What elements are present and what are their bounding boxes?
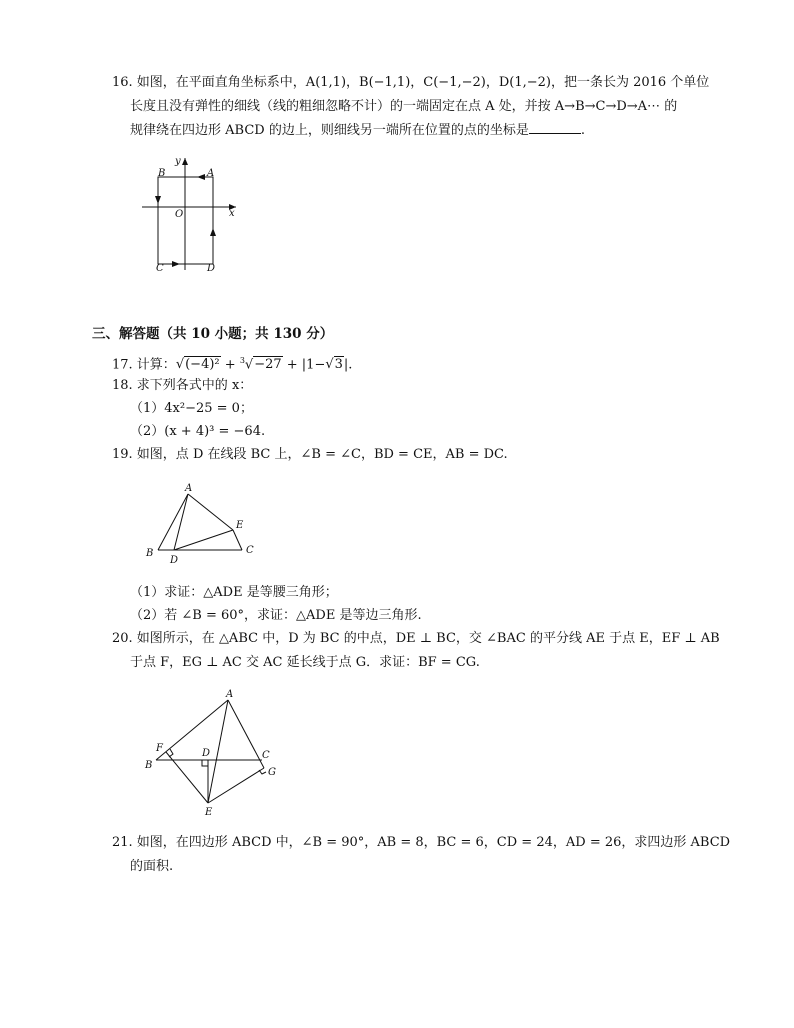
- q16-line-3-text: 规律绕在四边形 ABCD 的边上，则细线另一端所在位置的点的坐标是: [130, 123, 529, 138]
- label-x: x: [229, 208, 235, 219]
- label-g: G: [268, 767, 276, 778]
- label-y: y: [175, 156, 181, 167]
- q16-line-1: 16. 如图，在平面直角坐标系中，A(1,1)，B(−1,1)，C(−1,−2)，D(1,−2)，把一条长为 2016 个单位: [112, 75, 710, 90]
- label-c: C: [156, 263, 164, 274]
- q20-line-2: 于点 F，EG ⊥ AC 交 AC 延长线于点 G．求证：BF = CG.: [130, 655, 480, 670]
- q17-prefix: 17. 计算：: [112, 357, 176, 373]
- label-f: F: [156, 743, 163, 754]
- cbrt: $^3$√−27: [239, 356, 282, 373]
- q18-stem: 18. 求下列各式中的 x：: [112, 378, 253, 393]
- q17-plus-2: + |1−: [282, 357, 326, 373]
- cbrt-radicand: −27: [254, 357, 282, 373]
- q19-part-2: （2）若 ∠B = 60°，求证：△ADE 是等边三角形.: [130, 608, 422, 623]
- label-b: B: [146, 548, 154, 559]
- q19-part-1: （1）求证：△ADE 是等腰三角形；: [130, 585, 338, 600]
- q20-line-1: 20. 如图所示，在 △ABC 中，D 为 BC 的中点，DE ⊥ BC，交 ∠BAC 的平分线 AE 于点 E，EF ⊥ AB: [112, 631, 720, 646]
- label-e: E: [236, 520, 244, 531]
- sqrt-1-radicand: (−4)²: [185, 357, 220, 373]
- right-angle-g-icon: [259, 770, 266, 774]
- label-c: C: [262, 750, 270, 761]
- q16-line-3-end: .: [580, 123, 585, 138]
- q21-line-2: 的面积.: [130, 859, 174, 874]
- segment-ab: [156, 700, 228, 760]
- label-e: E: [205, 807, 213, 818]
- label-a: A: [185, 483, 193, 494]
- q16-line-2: 长度且没有弹性的细线（线的粗细忽略不计）的一端固定在点 A 处，并按 A→B→C→D→A⋯ 的: [130, 99, 678, 114]
- segment-ag: [228, 700, 264, 768]
- sqrt-3-radicand: 3: [334, 357, 343, 373]
- q21-line-1: 21. 如图，在四边形 ABCD 中，∠B = 90°，AB = 8，BC = 6，CD = 24，AD = 26，求四边形 ABCD: [112, 835, 731, 850]
- label-d: D: [170, 555, 179, 566]
- label-o: O: [175, 209, 184, 220]
- q17-suffix: |.: [343, 357, 353, 373]
- q18-part-1: （1）4x²−25 = 0；: [130, 401, 253, 416]
- segment-ge: [208, 768, 264, 803]
- label-a: A: [207, 168, 215, 179]
- label-a: A: [226, 689, 234, 700]
- label-d: D: [207, 263, 216, 274]
- section-heading: 三、解答题（共 10 小题；共 130 分）: [92, 326, 334, 342]
- segment-ae: [208, 700, 228, 803]
- q19-stem: 19. 如图，点 D 在线段 BC 上，∠B = ∠C，BD = CE，AB = DC.: [112, 447, 508, 462]
- sqrt-3: √3: [325, 357, 343, 373]
- cbrt-index: 3: [239, 356, 245, 365]
- q18-part-2: （2）(x + 4)³ = −64.: [130, 424, 266, 439]
- label-c: C: [246, 545, 254, 556]
- q17-plus-1: +: [220, 357, 240, 373]
- label-b: B: [158, 168, 166, 179]
- label-d: D: [202, 748, 211, 759]
- sqrt-1: √(−4)²: [175, 357, 220, 373]
- label-b: B: [145, 760, 153, 771]
- right-angle-d-icon: [202, 760, 208, 766]
